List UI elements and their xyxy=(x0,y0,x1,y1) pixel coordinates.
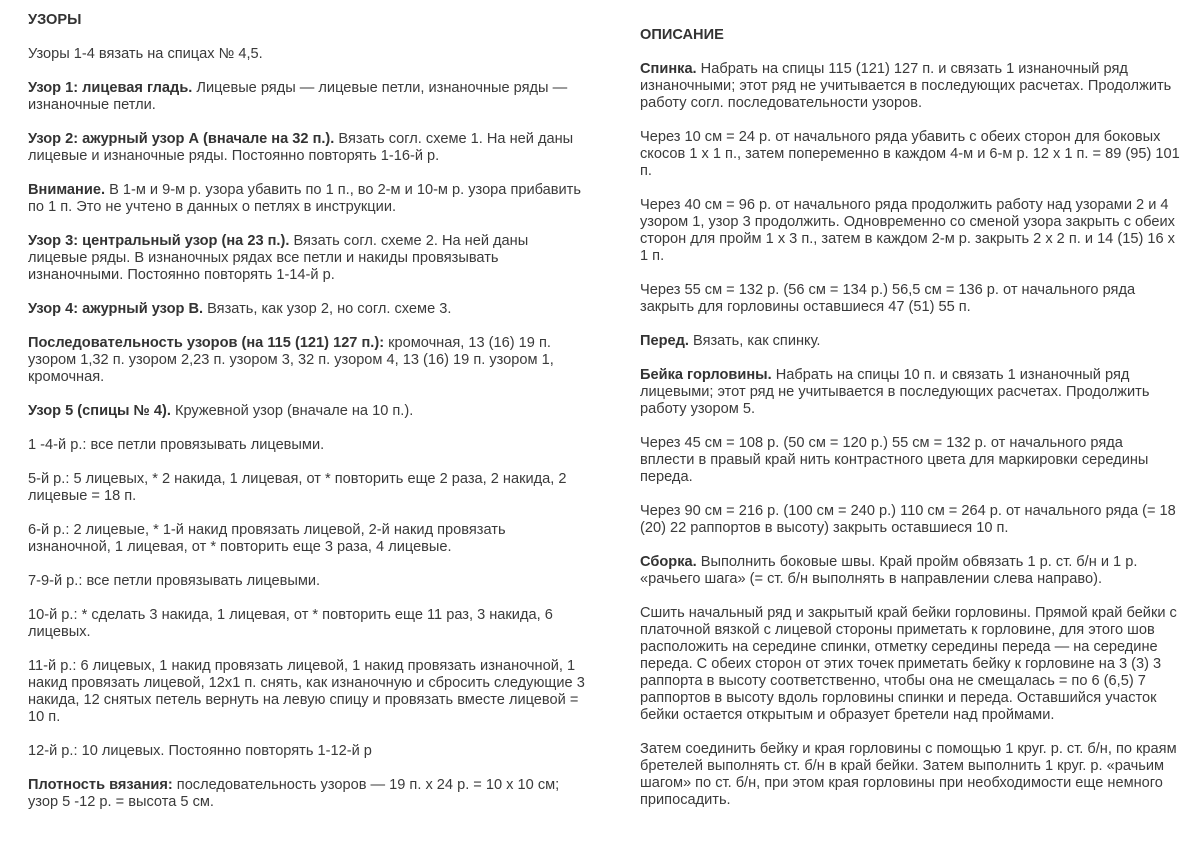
section-title-description: ОПИСАНИЕ xyxy=(640,27,724,43)
assembly-text: Выполнить боковые швы. Край пройм обвязать 1 р. ст. б/н и 1 р. «рачьего шага» (= ст. б/н выполнять в направлении слева направо). xyxy=(640,554,1138,587)
gauge-paragraph xyxy=(28,777,588,811)
pattern-5-paragraph xyxy=(28,403,588,420)
neckband-text: Набрать на спицы 10 п. и связать 1 изнаночный ряд лицевыми; этот ряд не учитывается в последующих расчетах. Продолжить работу узором 5. xyxy=(640,367,1150,417)
front-paragraph xyxy=(640,333,1180,350)
back-paragraph xyxy=(640,61,1180,112)
pattern-2-text: Вязать согл. схеме 1. На ней даны лицевые и изнаночные ряды. Постоянно повторять 1-16-й р. xyxy=(28,131,574,164)
pattern-3-text: Вязать согл. схеме 2. На ней даны лицевые ряды. В изнаночных рядах все петли и накиды провязывать изнаночными. Постоянно повторять 1-14-й р. xyxy=(28,233,529,283)
pattern-4-text: Вязать, как узор 2, но согл. схеме 3. xyxy=(203,301,452,317)
row-6: 6-й р.: 2 лицевые, * 1-й накид провязать лицевой, 2-й накид провязать изнаночной, 1 лицевая, от * повторить еще 3 раза, 4 лицевые. xyxy=(28,522,506,555)
front-heading: Перед. xyxy=(640,333,689,349)
right-column xyxy=(640,0,1180,826)
sequence-heading: Последовательность узоров (на 115 (121) 127 п.): xyxy=(28,335,385,351)
sequence-text: кромочная, 13 (16) 19 п. узором 1,32 п. узором 2,23 п. узором 3, 32 п. узором 4, 13 (16) 19 п. узором 1, кромочная. xyxy=(28,335,554,385)
neckband-paragraph xyxy=(640,367,1180,418)
left-column xyxy=(28,0,588,828)
pattern-4-heading: Узор 4: ажурный узор В. xyxy=(28,301,204,317)
sequence-paragraph xyxy=(28,335,588,386)
row-7-9: 7-9-й р.: все петли провязывать лицевыми. xyxy=(28,573,321,589)
gauge-heading: Плотность вязания: xyxy=(28,777,173,793)
attention-heading: Внимание. xyxy=(28,182,106,198)
assembly-paragraph xyxy=(640,554,1180,588)
pattern-2-heading: Узор 2: ажурный узор А (вначале на 32 п.). xyxy=(28,131,335,147)
row-12: 12-й р.: 10 лицевых. Постоянно повторять 1-12-й р xyxy=(28,743,372,759)
row-1-4: 1 -4-й р.: все петли провязывать лицевыми. xyxy=(28,437,325,453)
pattern-4-paragraph xyxy=(28,301,588,318)
intro-paragraph: Узоры 1-4 вязать на спицах № 4,5. xyxy=(28,46,263,62)
back-neckline-paragraph: Через 55 см = 132 р. (56 см = 134 р.) 56,5 см = 136 р. от начального ряда закрыть для горловины оставшиеся 47 (51) 55 п. xyxy=(640,282,1136,315)
neckband-heading: Бейка горловины. xyxy=(640,367,772,383)
neckband-bindoff-paragraph: Через 90 см = 216 р. (100 см = 240 р.) 110 см = 264 р. от начального ряда (= 18 (20) 22 раппортов в высоту) закрыть оставшиеся 10 п. xyxy=(640,503,1176,536)
attention-text: В 1-м и 9-м р. узора убавить по 1 п., во 2-м и 10-м р. узора прибавить по 1 п. Это не учтено в данных о петлях в инструкции. xyxy=(28,182,581,215)
neckband-marker-paragraph: Через 45 см = 108 р. (50 см = 120 р.) 55 см = 132 р. от начального ряда вплести в правый край нить контрастного цвета для маркировки середины переда. xyxy=(640,435,1149,485)
sewing-paragraph: Сшить начальный ряд и закрытый край бейки горловины. Прямой край бейки с платочной вязкой с лицевой стороны приметать к горловине, для этого шов расположить на середине спинки, отметку середины переда — на середине переда. С обеих сторон от этих точек приметать бейку к горловине на 3 (3) 3 раппорта в высоту соответственно, чтобы она не смещалась = по 6 (6,5) 7 раппортов в высоту вдоль горловины спинки и переда. Оставшийся участок бейки остается открытым и образует бретели над проймами. xyxy=(640,605,1177,723)
assembly-heading: Сборка. xyxy=(640,554,697,570)
section-title-patterns: УЗОРЫ xyxy=(28,12,82,28)
pattern-1-paragraph xyxy=(28,80,588,114)
front-text: Вязать, как спинку. xyxy=(688,333,821,349)
back-text: Набрать на спицы 115 (121) 127 п. и связать 1 изнаночный ряд изнаночными; этот ряд не учитывается в последующих расчетах. Продолжить работу согл. последовательности узоров. xyxy=(640,61,1172,111)
row-10: 10-й р.: * сделать 3 накида, 1 лицевая, от * повторить еще 11 раз, 3 накида, 6 лицевых. xyxy=(28,607,553,640)
pattern-2-paragraph xyxy=(28,131,588,165)
pattern-5-text: Кружевной узор (вначале на 10 п.). xyxy=(170,403,414,419)
pattern-1-heading: Узор 1: лицевая гладь. xyxy=(28,80,193,96)
pattern-3-heading: Узор 3: центральный узор (на 23 п.). xyxy=(28,233,290,249)
back-heading: Спинка. xyxy=(640,61,697,77)
back-armhole-paragraph: Через 40 см = 96 р. от начального ряда продолжить работу над узорами 2 и 4 узором 1, узор 3 продолжить. Одновременно со сменой узора закрыть с обеих сторон для пройм 1 х 3 п., затем в каждом 2-м р. закрыть 2 х 2 п. и 14 (15) 16 х 1 п. xyxy=(640,197,1175,264)
attention-paragraph xyxy=(28,182,588,216)
back-decrease-paragraph: Через 10 см = 24 р. от начального ряда убавить с обеих сторон для боковых скосов 1 х 1 п., затем попеременно в каждом 4-м и 6-м р. 12 х 1 п. = 89 (95) 101 п. xyxy=(640,129,1180,179)
pattern-3-paragraph xyxy=(28,233,588,284)
gauge-text: последовательность узоров — 19 п. х 24 р. = 10 х 10 см; узор 5 -12 р. = высота 5 см. xyxy=(28,777,560,810)
pattern-1-text: Лицевые ряды — лицевые петли, изнаночные ряды — изнаночные петли. xyxy=(28,80,568,113)
pattern-5-heading: Узор 5 (спицы № 4). xyxy=(28,403,171,419)
finishing-paragraph: Затем соединить бейку и края горловины с помощью 1 круг. р. ст. б/н, по краям бретелей выполнять ст. б/н в край бейки. Затем выполнить 1 круг. р. «рачьим шагом» по ст. б/н, при этом края горловины при необходимости еще немного припосадить. xyxy=(640,741,1177,808)
row-5: 5-й р.: 5 лицевых, * 2 накида, 1 лицевая, от * повторить еще 2 раза, 2 накида, 2 лицевые = 18 п. xyxy=(28,471,567,504)
row-11: 11-й р.: 6 лицевых, 1 накид провязать лицевой, 1 накид провязать изнаночной, 1 накид провязать лицевой, 12х1 п. снять, как изнаночную и сбросить следующие 3 накида, 12 снятых петель вернуть на левую спицу и провязать вместе лицевой = 10 п. xyxy=(28,658,585,725)
